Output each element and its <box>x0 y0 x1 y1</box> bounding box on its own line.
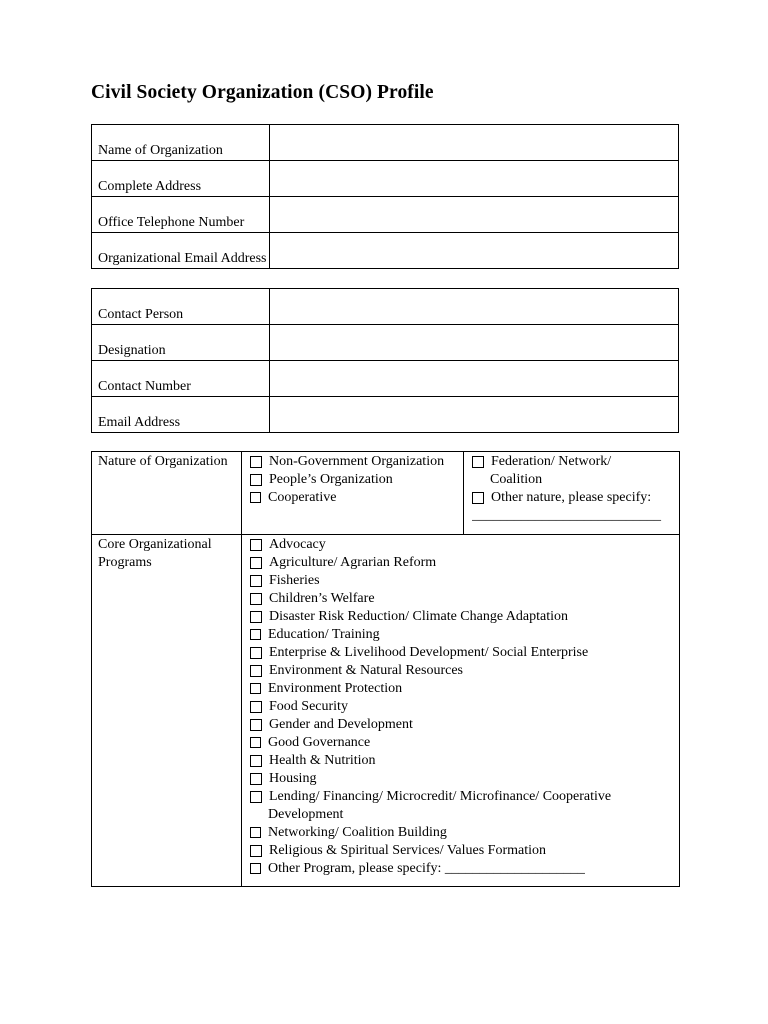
checkbox-option-networking[interactable] <box>250 824 679 842</box>
option-label-continuation: Development <box>268 807 344 822</box>
email-address-field[interactable] <box>270 397 679 433</box>
organization-category-table <box>91 451 680 887</box>
checkbox-option-health-nutrition[interactable] <box>250 752 679 770</box>
programs-options <box>242 535 680 887</box>
checkbox-option-environment-protection[interactable] <box>250 680 679 698</box>
option-label: Other Program, please specify: ____________________ <box>268 861 585 876</box>
option-label: Agriculture/ Agrarian Reform <box>269 555 437 570</box>
option-label: Non-Government Organization <box>269 454 445 469</box>
table-row <box>92 125 679 161</box>
checkbox-option-peoples-organization[interactable] <box>250 471 463 489</box>
option-label: Federation/ Network/ <box>491 454 612 469</box>
option-label: Enterprise & Livelihood Development/ Social Enterprise <box>269 645 589 660</box>
organizational-email-field[interactable] <box>270 233 679 269</box>
checkbox-icon[interactable] <box>472 492 484 504</box>
checkbox-icon[interactable] <box>250 791 262 803</box>
checkbox-icon[interactable] <box>250 863 261 874</box>
option-label: Disaster Risk Reduction/ Climate Change Adaptation <box>269 609 569 624</box>
checkbox-icon[interactable] <box>250 593 262 605</box>
option-label: Advocacy <box>269 537 326 552</box>
option-label: Health & Nutrition <box>269 753 376 768</box>
checkbox-option-religious-spiritual[interactable] <box>250 842 679 860</box>
checkbox-option-ngo[interactable] <box>250 453 463 471</box>
checkbox-option-cooperative[interactable] <box>250 489 463 507</box>
checkbox-icon[interactable] <box>250 773 262 785</box>
option-label: Other nature, please specify: <box>491 490 652 505</box>
checkbox-option-agriculture[interactable] <box>250 554 679 572</box>
checkbox-option-gender-development[interactable] <box>250 716 679 734</box>
checkbox-icon[interactable] <box>250 629 261 640</box>
designation-field[interactable] <box>270 325 679 361</box>
programs-row <box>92 535 680 887</box>
option-label: Education/ Training <box>268 627 380 642</box>
contact-person-field[interactable] <box>270 289 679 325</box>
checkbox-option-environment-natural-resources[interactable] <box>250 662 679 680</box>
option-label: Fisheries <box>269 573 320 588</box>
office-telephone-label: Office Telephone Number <box>92 197 270 233</box>
checkbox-icon[interactable] <box>250 647 262 659</box>
checkbox-icon[interactable] <box>250 665 262 677</box>
checkbox-option-food-security[interactable] <box>250 698 679 716</box>
email-address-label: Email Address <box>92 397 270 433</box>
option-label: Housing <box>269 771 317 786</box>
organizational-email-label: Organizational Email Address <box>92 233 270 269</box>
checkbox-icon[interactable] <box>472 456 484 468</box>
table-row <box>92 325 679 361</box>
checkbox-option-education[interactable] <box>250 626 679 644</box>
checkbox-option-other-nature[interactable] <box>472 489 679 507</box>
nature-options-column-2 <box>464 452 680 535</box>
nature-options-column-1 <box>242 452 464 535</box>
option-label: Cooperative <box>268 490 337 505</box>
contact-number-label: Contact Number <box>92 361 270 397</box>
checkbox-icon[interactable] <box>250 737 261 748</box>
table-row <box>92 361 679 397</box>
checkbox-icon[interactable] <box>250 683 261 694</box>
complete-address-label: Complete Address <box>92 161 270 197</box>
checkbox-option-housing[interactable] <box>250 770 679 788</box>
table-row <box>92 397 679 433</box>
checkbox-icon[interactable] <box>250 719 262 731</box>
checkbox-icon[interactable] <box>250 575 262 587</box>
complete-address-field[interactable] <box>270 161 679 197</box>
checkbox-option-federation[interactable] <box>472 453 679 471</box>
table-row <box>92 197 679 233</box>
option-label-continuation: Coalition <box>490 472 543 487</box>
checkbox-icon[interactable] <box>250 492 261 503</box>
contact-person-label: Contact Person <box>92 289 270 325</box>
table-row <box>92 161 679 197</box>
option-label: Environment & Natural Resources <box>269 663 464 678</box>
checkbox-option-other-program[interactable] <box>250 860 679 878</box>
option-label: Food Security <box>269 699 348 714</box>
core-programs-label: Core Organizational Programs <box>92 535 242 887</box>
checkbox-option-enterprise-livelihood[interactable] <box>250 644 679 662</box>
name-of-organization-field[interactable] <box>270 125 679 161</box>
contact-info-table <box>91 288 679 433</box>
checkbox-option-childrens-welfare[interactable] <box>250 590 679 608</box>
checkbox-option-disaster-risk-reduction[interactable] <box>250 608 679 626</box>
checkbox-option-fisheries[interactable] <box>250 572 679 590</box>
option-label: Networking/ Coalition Building <box>268 825 447 840</box>
organization-info-table <box>91 124 679 269</box>
checkbox-icon[interactable] <box>250 827 261 838</box>
checkbox-icon[interactable] <box>250 456 262 468</box>
nature-of-organization-label: Nature of Organization <box>92 452 242 535</box>
other-nature-specify-line[interactable]: ___________________________ <box>472 508 661 523</box>
checkbox-icon[interactable] <box>250 701 262 713</box>
option-label: Environment Protection <box>268 681 403 696</box>
nature-row <box>92 452 680 535</box>
option-label: People’s Organization <box>269 472 393 487</box>
option-label: Children’s Welfare <box>269 591 375 606</box>
table-row <box>92 289 679 325</box>
option-label: Religious & Spiritual Services/ Values Formation <box>269 843 546 858</box>
checkbox-option-advocacy[interactable] <box>250 536 679 554</box>
page-title: Civil Society Organization (CSO) Profile <box>91 82 434 103</box>
name-of-organization-label: Name of Organization <box>92 125 270 161</box>
checkbox-option-good-governance[interactable] <box>250 734 679 752</box>
checkbox-option-lending-financing[interactable] <box>250 788 679 806</box>
checkbox-icon[interactable] <box>250 845 262 857</box>
checkbox-icon[interactable] <box>250 557 262 569</box>
checkbox-icon[interactable] <box>250 611 262 623</box>
office-telephone-field[interactable] <box>270 197 679 233</box>
checkbox-icon[interactable] <box>250 539 262 551</box>
contact-number-field[interactable] <box>270 361 679 397</box>
designation-label: Designation <box>92 325 270 361</box>
checkbox-icon[interactable] <box>250 755 262 767</box>
option-label: Gender and Development <box>269 717 413 732</box>
option-label: Good Governance <box>268 735 371 750</box>
checkbox-icon[interactable] <box>250 474 262 486</box>
table-row <box>92 233 679 269</box>
option-label: Lending/ Financing/ Microcredit/ Microfinance/ Cooperative <box>269 789 612 804</box>
